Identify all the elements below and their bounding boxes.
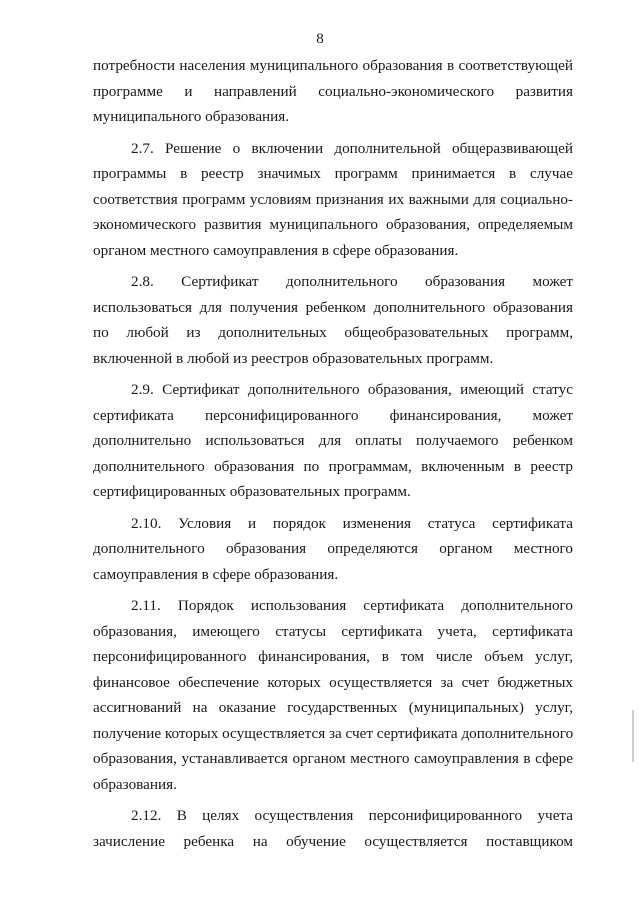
text-line: финансовое обеспечение которых осуществляется за счет бюджетных xyxy=(93,673,573,691)
paragraph-p-2-8 xyxy=(93,269,573,371)
text-line: муниципального образования. xyxy=(93,108,290,125)
text-line: дополнительно использоваться для оплаты получаемого ребенком xyxy=(93,432,573,449)
paragraph-p-2-12 xyxy=(93,803,573,854)
text-line: 2.9. Сертификат дополнительного образования, имеющий статус xyxy=(131,381,573,398)
document-body xyxy=(93,53,573,854)
text-line: сертифицированных образовательных программ. xyxy=(93,483,411,500)
text-line: 2.7. Решение о включении дополнительной общеразвивающей xyxy=(131,139,573,157)
text-line: 2.8. Сертификат дополнительного образования может xyxy=(131,273,573,290)
text-line: образования, имеющего статусы сертификата учета, сертификата xyxy=(93,622,573,640)
page-number: 8 xyxy=(316,31,324,47)
text-line: зачисление ребенка на обучение осуществляется поставщиком xyxy=(93,832,573,850)
text-line: экономического развития муниципального образования, определяемым xyxy=(93,216,573,233)
text-line: получение которых осуществляется за счет сертификата дополнительного xyxy=(93,724,573,742)
text-line: образования. xyxy=(93,775,177,793)
text-line: персонифицированного финансирования, в том числе объем услуг, xyxy=(93,648,573,665)
text-line: 2.11. Порядок использования сертификата дополнительного xyxy=(131,597,573,614)
paragraph-continued xyxy=(93,53,573,130)
text-line: органом местного самоуправления в сфере образования. xyxy=(93,241,459,259)
paragraph-p-2-7 xyxy=(93,136,573,264)
text-line: дополнительного образования по программам, включенным в реестр xyxy=(93,457,573,475)
text-line: 2.10. Условия и порядок изменения статуса сертификата xyxy=(131,514,573,532)
paragraph-p-2-11 xyxy=(93,593,573,797)
text-line: программы в реестр значимых программ принимается в случае xyxy=(93,165,573,182)
text-line: потребности населения муниципального образования в соответствующей xyxy=(93,57,573,74)
text-line: ассигнований на оказание государственных (муниципальных) услуг, xyxy=(93,699,573,716)
text-line: дополнительного образования определяются органом местного xyxy=(93,540,573,557)
scan-edge-mark xyxy=(632,710,634,762)
text-line: образования, устанавливается органом местного самоуправления в сфере xyxy=(93,750,573,767)
text-line: по любой из дополнительных общеобразовательных программ, xyxy=(93,324,573,341)
paragraph-p-2-9 xyxy=(93,377,573,505)
text-line: сертификата персонифицированного финансирования, может xyxy=(93,406,573,424)
text-line: включенной в любой из реестров образовательных программ. xyxy=(93,349,494,367)
text-line: программе и направлений социально-экономического развития xyxy=(93,82,573,100)
text-line: использоваться для получения ребенком дополнительного образования xyxy=(93,298,573,316)
text-line: 2.12. В целях осуществления персонифицированного учета xyxy=(131,807,573,824)
text-line: соответствия программ условиям признания их важными для социально- xyxy=(93,190,573,208)
text-line: самоуправления в сфере образования. xyxy=(93,565,339,583)
paragraph-p-2-10 xyxy=(93,511,573,588)
